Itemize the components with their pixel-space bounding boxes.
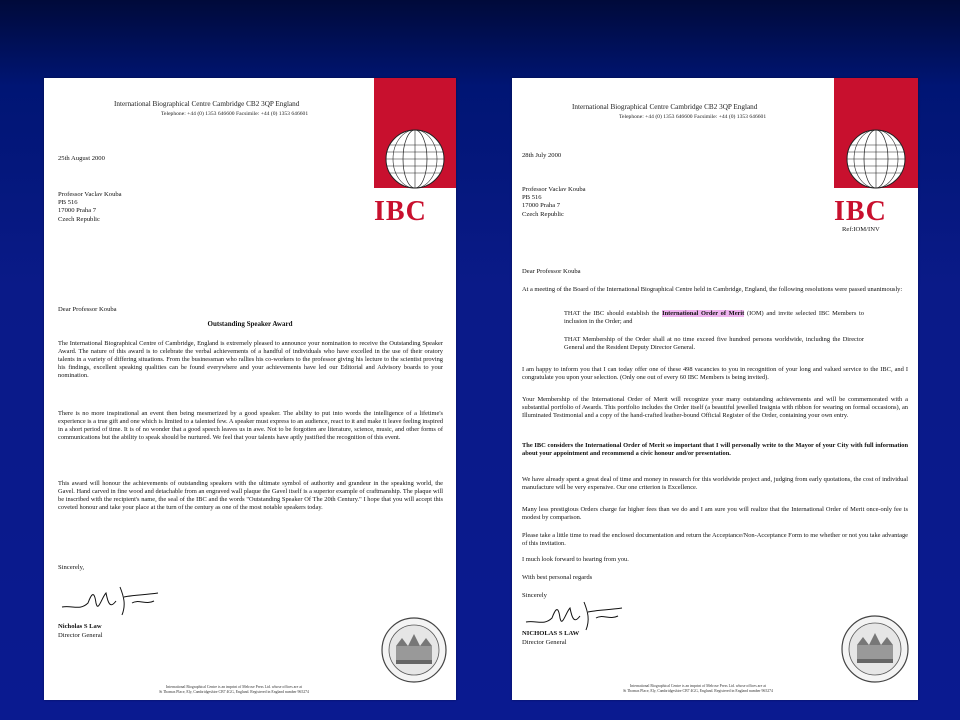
letter-order-of-merit bbox=[512, 78, 918, 700]
footer-line: St Thomas Place, Ely, Cambridgeshire CB7 4GG, England. Registered in England number 965274 bbox=[159, 690, 309, 694]
signer-title: Director General bbox=[58, 632, 103, 639]
resolution-1-pre: THAT the IBC should establish the bbox=[564, 310, 663, 317]
footer-line: International Biographical Centre is an imprint of Melrose Press Ltd. whose offices are at bbox=[166, 685, 302, 689]
body-paragraph-5: Many less prestigious Orders charge far higher fees than we do and I am sure you will realize that the International Order of Merit once-only fee is modest by comparison. bbox=[522, 506, 908, 521]
footer-registration bbox=[104, 685, 364, 695]
body-paragraph-2: There is no more inspirational an event then being mesmerized by a good speaker. The ability to put into words the intelligence of a lifetime's experience is a true gift and one which is limited to a talented few. A speaker must express to an audience, react to it and make it leave feeling inspired in a short period of time. It is of no wonder that a good speech leaves us in awe. Not to be forgotten are literature, science, music, and other forms of communications but the ability to speak should be nurtured. We feel that your talents have aptly justified the recognition of this event. bbox=[58, 410, 443, 441]
letterhead-contact: Telephone: +44 (0) 1353 646600 Facsimile: +44 (0) 1353 646601 bbox=[161, 111, 309, 117]
footer-line: St Thomas Place, Ely, Cambridgeshire CB7 4GG, England. Registered in England number 965274 bbox=[623, 689, 773, 693]
recipient-address bbox=[58, 191, 122, 224]
address-line: Professor Vaclav Kouba bbox=[522, 186, 586, 193]
award-title: Outstanding Speaker Award bbox=[207, 320, 293, 328]
signer-name: Nicholas S Law bbox=[58, 623, 102, 630]
ibc-logo-text: IBC bbox=[374, 196, 427, 227]
order-of-merit-highlight: International Order of Merit bbox=[662, 310, 745, 317]
ibc-seal-icon bbox=[840, 614, 910, 684]
letter-date: 25th August 2000 bbox=[58, 155, 105, 162]
address-line: Czech Republic bbox=[522, 210, 564, 218]
resolution-1 bbox=[564, 310, 864, 326]
letterhead-org: International Biographical Centre Cambridge CB2 3QP England bbox=[114, 100, 300, 108]
body-paragraph-1: The International Biographical Centre of Cambridge, England is extremely pleased to announce your nomination to receive the Outstanding Speaker Award. The nature of this award is to celebrate the verbal achievements of a handful of individuals who have excelled in the use of their oratory talents in a variety of differing situations. From the businessman who rallies his co-workers to the professor giving his lecture to the scientist proving his findings, excellent speaking qualities can be found everywhere and your achievements have led our Editorial and Advisory boards to your nomination. bbox=[58, 340, 443, 379]
body-paragraph-3: The IBC considers the International Order of Merit so important that I will personally write to the Mayor of your City with full information about your appointment and recommend a civic honour and/or presentation. bbox=[522, 442, 908, 457]
signature-icon bbox=[522, 598, 632, 634]
intro-paragraph: At a meeting of the Board of the International Biographical Centre held in Cambridge, England, the following resolutions were passed unanimously: bbox=[522, 286, 903, 293]
regards: With best personal regards bbox=[522, 574, 593, 581]
address-line: PB 516 bbox=[522, 194, 542, 202]
body-paragraph-3: This award will honour the achievements of outstanding speakers with the ultimate symbol of authority and grandeur in the speaking world, the Gavel. Hand carved in fine wood and detachable from an engraved wall plaque the Gavel itself is a superior example of craftmanship. The plaque will be inscribed with the recipient's name, the seal of the IBC and the words "Outstanding Speaker Of The 20th Century." I hope that you will accept this coveted honour and take your place at the turn of the century as one of the most notable speakers today. bbox=[58, 480, 443, 511]
recipient-address bbox=[522, 186, 586, 219]
signer-title: Director General bbox=[522, 639, 567, 646]
ibc-seal-icon bbox=[380, 616, 448, 684]
footer-registration bbox=[568, 684, 828, 694]
body-paragraph-4: We have already spent a great deal of time and money in research for this worldwide project and, judging from early quotations, the cost of individual manufacture will be very expensive. Our one criterion is Excellence. bbox=[522, 476, 908, 491]
globe-logo-icon bbox=[845, 128, 907, 190]
address-line: PB 516 bbox=[58, 199, 78, 207]
body-paragraph-2: Your Membership of the International Order of Merit will recognize your many outstanding achievements and will be commemorated with a substantial portfolio of Awards. This portfolio includes the Order itself (a beautiful jewelled Insignia with ribbon for wearing on formal occasions), an Illuminated Testimonial and a copy of the hand-crafted leather-bound Official Register of the Order, containing your own entry. bbox=[522, 396, 908, 419]
body-paragraph-7: I much look forward to hearing from you. bbox=[522, 556, 629, 563]
letter-date: 28th July 2000 bbox=[522, 152, 562, 159]
salutation: Dear Professor Kouba bbox=[522, 268, 581, 275]
ibc-logo-text: IBC bbox=[834, 196, 887, 227]
reference-code: Ref:IOM/INV bbox=[842, 226, 880, 233]
globe-logo-icon bbox=[384, 128, 446, 190]
address-line: 17000 Praha 7 bbox=[522, 202, 561, 210]
address-line: 17000 Praha 7 bbox=[58, 207, 97, 215]
body-paragraph-6: Please take a little time to read the enclosed documentation and return the Acceptance/Non-Acceptance Form to me whether or not you take advantage of this invitation. bbox=[522, 532, 908, 547]
salutation: Dear Professor Kouba bbox=[58, 306, 117, 313]
signer-name: NICHOLAS S LAW bbox=[522, 630, 580, 637]
letterhead-org: International Biographical Centre Cambridge CB2 3QP England bbox=[572, 103, 758, 111]
resolution-1-post: (IOM) and invite selected IBC Members to inclusion in the Order; and bbox=[564, 310, 864, 325]
address-line: Professor Vaclav Kouba bbox=[58, 191, 122, 198]
body-paragraph-1: I am happy to inform you that I can today offer one of these 498 vacancies to you in recognition of your long and valued service to the IBC, and I congratulate you upon your selection. (Only one out of every 60 IBC Members is being invited). bbox=[522, 366, 908, 381]
letterhead-contact: Telephone: +44 (0) 1353 646600 Facsimile: +44 (0) 1353 646601 bbox=[619, 114, 767, 120]
closing: Sincerely, bbox=[58, 564, 85, 571]
signature-icon bbox=[58, 583, 168, 619]
closing: Sincerely bbox=[522, 592, 547, 599]
letter-outstanding-speaker bbox=[44, 78, 456, 700]
address-line: Czech Republic bbox=[58, 215, 100, 223]
footer-line: International Biographical Centre is an imprint of Melrose Press Ltd. whose offices are at bbox=[630, 684, 766, 688]
resolution-2: THAT Membership of the Order shall at no time exceed five hundred persons worldwide, including the Director General and the Resident Deputy Director General. bbox=[564, 336, 864, 351]
